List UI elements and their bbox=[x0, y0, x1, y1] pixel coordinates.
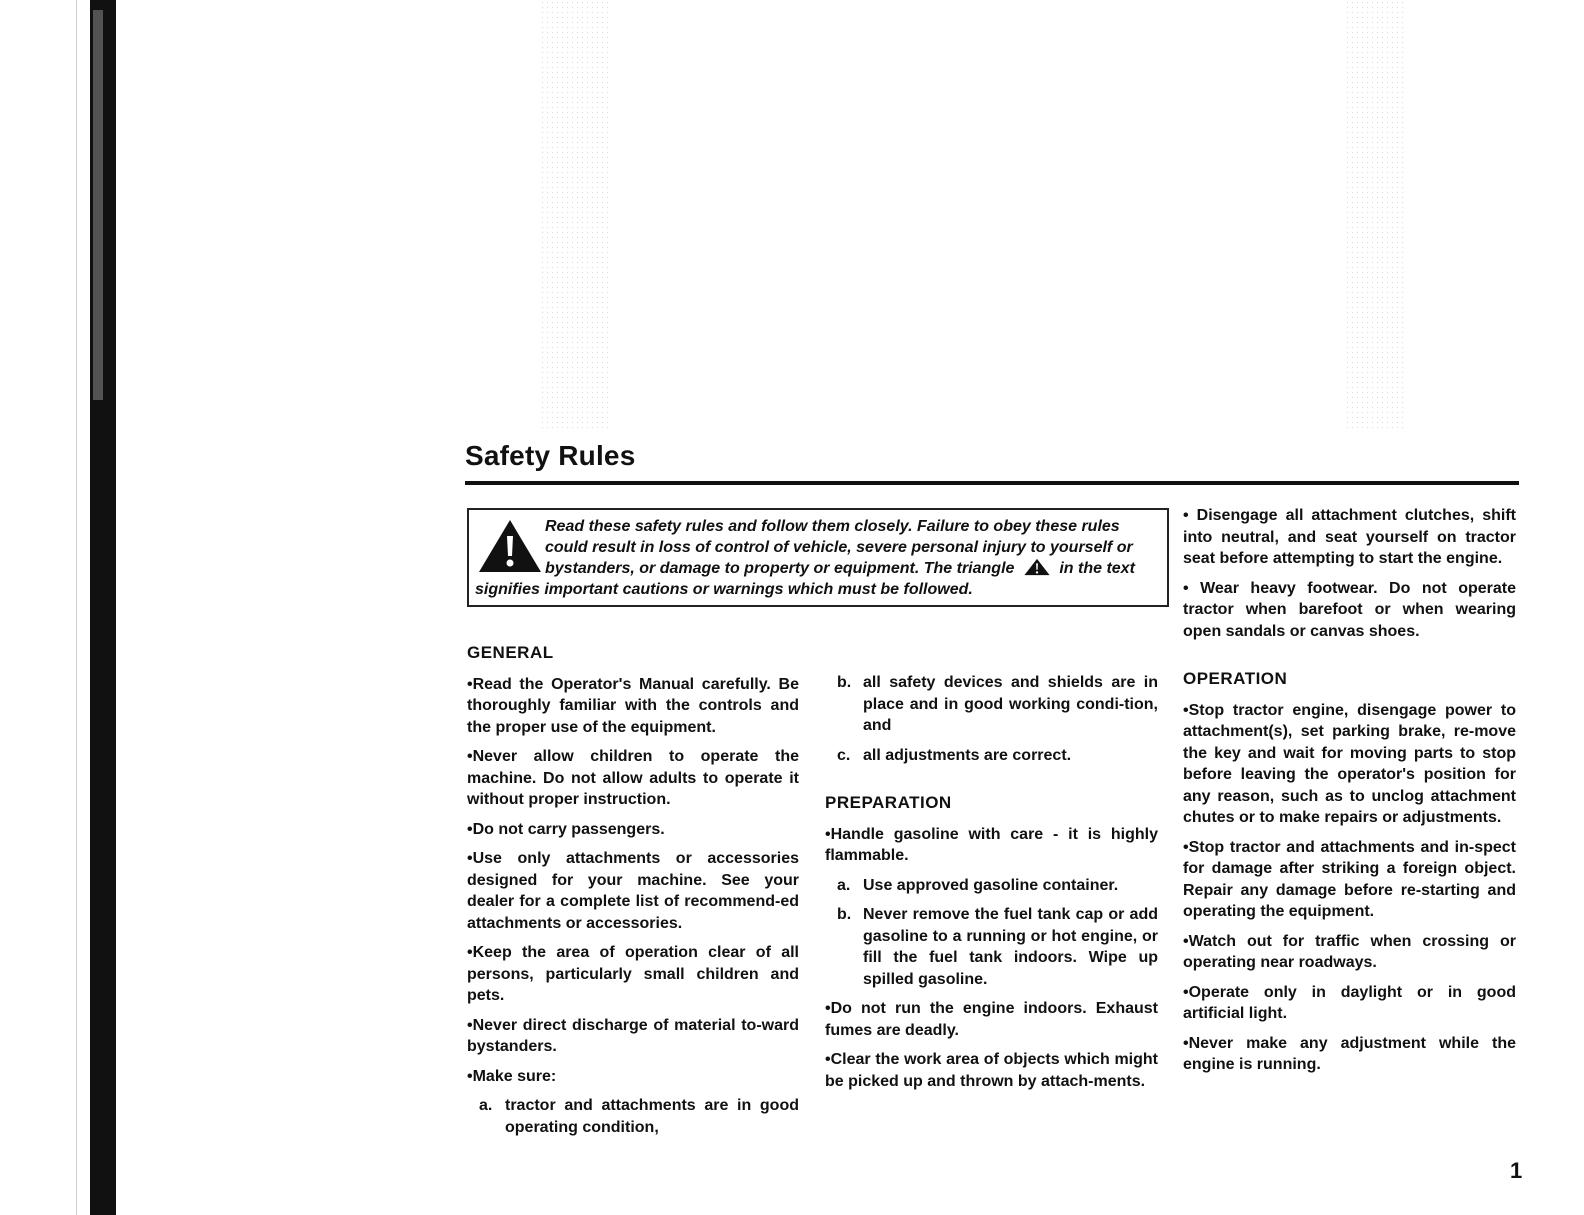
title-rule bbox=[465, 481, 1519, 485]
preparation-sub-item: b. Never remove the fuel tank cap or add gasoline to a running or hot engine, or fill the fuel tank indoors. Wipe up spilled gasoline. bbox=[837, 906, 1158, 988]
scan-noise-band bbox=[540, 0, 610, 430]
preparation-sub-item: a. Use approved gasoline container. bbox=[837, 876, 1119, 894]
section-heading-operation: OPERATION bbox=[1183, 669, 1288, 688]
binding-stripe bbox=[93, 10, 103, 400]
spacer bbox=[825, 774, 1158, 792]
operation-item: •Operate only in daylight or in good artificial light. bbox=[1183, 983, 1516, 1022]
general-item: •Do not carry passengers. bbox=[467, 820, 665, 838]
preparation-item: •Handle gasoline with care - it is highly flammable. bbox=[825, 825, 1158, 864]
preparation-item: • Disengage all attachment clutches, shift into neutral, and seat yourself on tractor seat before attempting to start the engine. bbox=[1183, 507, 1516, 567]
section-heading-preparation: PREPARATION bbox=[825, 793, 952, 812]
general-item: •Never allow children to operate the machine. Do not allow adults to operate it without proper instruction. bbox=[467, 748, 799, 808]
operation-item: •Never make any adjustment while the engine is running. bbox=[1183, 1034, 1516, 1073]
page-number: 1 bbox=[1510, 1158, 1523, 1183]
general-item: •Never direct discharge of material to-ward bystanders. bbox=[467, 1016, 799, 1055]
operation-item: •Stop tractor engine, disengage power to attachment(s), set parking brake, re-move the key and wait for moving parts to stop before leaving the operator's position for any reason, such as to unclog attachment chutes or to make repairs or adjustments. bbox=[1183, 701, 1516, 826]
section-heading-general: GENERAL bbox=[467, 643, 554, 662]
spacer bbox=[1183, 650, 1516, 668]
make-sure-item: a. tractor and attachments are in good operating condition, bbox=[479, 1097, 799, 1136]
general-item: •Make sure: bbox=[467, 1067, 557, 1085]
make-sure-item: c. all adjustments are correct. bbox=[837, 746, 1072, 764]
warning-line-1: Read these safety rules and follow them closely. Failure to obey these rules could result in loss of control of vehicle, severe personal injury to yourself or bystanders, or damage to property or equipment. The triangle bbox=[545, 518, 1133, 577]
inline-warning-triangle-icon bbox=[1021, 558, 1053, 576]
warning-line-2: in the text signifies important cautions or warnings which must be followed. bbox=[475, 560, 1135, 598]
preparation-item: • Wear heavy footwear. Do not operate tractor when barefoot or when wearing open sandals or canvas shoes. bbox=[1183, 579, 1516, 640]
general-item: •Keep the area of operation clear of all persons, particularly small children and pets. bbox=[467, 944, 799, 1004]
preparation-item: •Do not run the engine indoors. Exhaust fumes are deadly. bbox=[825, 1000, 1158, 1039]
general-item: •Read the Operator's Manual carefully. Be thoroughly familiar with the controls and the proper use of the equipment. bbox=[467, 675, 799, 736]
column-general bbox=[467, 642, 799, 1146]
page-title: Safety Rules bbox=[465, 440, 636, 471]
operation-item: •Watch out for traffic when crossing or operating near roadways. bbox=[1183, 932, 1516, 971]
scan-margin-line bbox=[76, 0, 77, 1215]
general-item: •Use only attachments or accessories designed for your machine. See your dealer for a complete list of recommend-ed attachments or accessories. bbox=[467, 850, 799, 932]
column-right bbox=[1183, 505, 1516, 1084]
make-sure-item: b. all safety devices and shields are in place and in good working condi-tion, and bbox=[837, 674, 1158, 734]
column-middle bbox=[825, 672, 1158, 1100]
warning-triangle-icon bbox=[475, 516, 545, 576]
safety-warning-box bbox=[467, 508, 1169, 607]
operation-item: •Stop tractor and attachments and in-spect for damage after striking a foreign object. Repair any damage before re-starting and operating the equipment. bbox=[1183, 838, 1516, 920]
warning-text bbox=[475, 516, 1161, 600]
scan-noise-band bbox=[1345, 0, 1405, 430]
preparation-item: •Clear the work area of objects which might be picked up and thrown by attach-ments. bbox=[825, 1051, 1158, 1090]
